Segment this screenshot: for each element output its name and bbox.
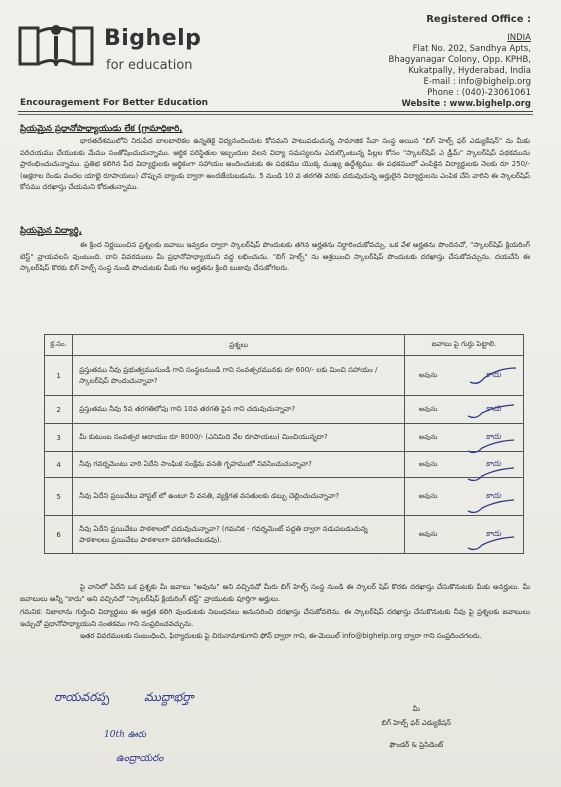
table-row [45, 424, 524, 452]
row-question: నీవు ఏదేని ప్రయివేటు పాఠశాలలో చదువుచున్నావా? (గమనిక - గవర్నమెంట్ పద్దతి ద్వారా నడుపబడుచున్న పాఠశాలలు ప్రయివేటు పాఠశాలగా పరిగణించబడవు). [73, 516, 405, 554]
handwritten-name: రాయవరప్ప [54, 690, 110, 704]
header-divider [18, 111, 533, 112]
handwritten-signature [54, 690, 254, 770]
row-question: ప్రస్తుతము నీవు ప్రభుత్వమునుండి గాని సంస్థలనుండి గాని సంవత్సరమునకు రూ 600/- లకు మించి సహాయం / స్కాలర్‌షిప్ పొందుచున్నావా? [73, 356, 405, 396]
checkmark-icon [466, 536, 516, 554]
salutation-headmaster: ప్రియమైన ప్రధానోపాధ్యాయుడు లేక (గ్రామాధికారి, [20, 124, 183, 134]
sign-role: ఫౌండర్ & ప్రెసిడెంట్ [389, 741, 444, 749]
table-row [45, 356, 524, 396]
answer-yes[interactable]: అవును [418, 370, 438, 379]
answer-yes[interactable]: అవును [418, 404, 438, 413]
checkmark-icon [468, 366, 518, 388]
office-address-line: Kukatpally, Hyderabad, India [408, 66, 531, 76]
brand-subtitle: for education [106, 58, 193, 73]
remark-paragraph: గమనిక: నిజాలాను గుర్తించి విద్యార్థులు ఈ అర్హత కలిగి వుండుటకు నిబంధనలు అనుసరించి దరఖాస్తు చేసుకోవలెను. ఈ స్కాలర్‌షిప్ దరఖాస్తు చేసుకొనుటకు నీవు పై ప్రశ్నలకు జవాబులు ఇచ్చుచో ప్రధానోపాధ్యాయుని సంతకము గాని సంప్రదించవచ్చును. [20, 608, 530, 628]
answer-yes[interactable]: అవును [418, 459, 438, 468]
registered-office-block [331, 14, 531, 110]
sign-organization: బిగ్ హెల్ప్ ఫర్ ఎడ్యుకేషన్ [381, 719, 451, 727]
header-divider [18, 114, 533, 115]
answer-no[interactable]: కాదు [485, 404, 501, 413]
sign-greeting: మీ [412, 705, 420, 713]
col-header-number: క్ర.సం. [45, 335, 73, 356]
table-row [45, 516, 524, 554]
row-number: 1 [45, 356, 73, 396]
salutation-student: ప్రియమైన విద్యార్థి, [20, 226, 82, 236]
row-question: ప్రస్తుతము నీవు 5వ తరగతిలోపు గాని 10వ తరగతి పైన గాని చదువుచున్నావా? [73, 396, 405, 424]
sender-signature [382, 702, 451, 752]
col-header-questions: ప్రశ్నలు [73, 335, 405, 356]
office-phone: Phone : (040)-23061061 [427, 88, 531, 98]
tagline: Encouragement For Better Education [20, 98, 209, 108]
row-question: నీవు ఏదేని ప్రయివేటు హాస్టల్ లో ఉంటూ నీ వసతి, వ్యక్తిగత వసతులకు డబ్బు చెల్లించుచున్నావా? [73, 478, 405, 516]
office-website: Website : www.bighelp.org [401, 99, 531, 109]
answer-yes[interactable]: అవును [418, 529, 438, 538]
registered-office-title: Registered Office : [426, 14, 531, 25]
row-number: 6 [45, 516, 73, 554]
open-book-logo-icon [18, 20, 94, 72]
answer-yes[interactable]: అవును [418, 491, 438, 500]
answer-no[interactable]: కాదు [485, 432, 501, 441]
eligibility-note-paragraph: పై వానిలో ఏదేని ఒక ప్రశ్నకు మీ జవాబు "అవును" అని వచ్చినచో మీరు బిగ్ హెల్ప్ సంస్థ నుండి ఈ స్కాలర్ షిప్ కొరకు దరఖాస్తు చేసుకొనుటకు మీకు అనర్హులు. మీ జవాబులు అన్నీ "కాదు" అని వచ్చినచో "స్కాలర్‌షిప్ క్లియరింగ్ టెస్ట్" వ్రాయుటకు పూర్తిగా అర్హులు. [20, 583, 530, 603]
checkmark-icon [466, 499, 516, 517]
instructions-paragraph: ఈ క్రింద నిర్ణయించిన ప్రశ్నలకు జవాబు ఇవ్వడం ద్వారా స్కాలర్‌షిప్ పొందుటకు తగిన అర్హతను నిర్ధారించుకోవచ్చు. ఒక వేళ అర్హతను పొందినచో, "స్కాలర్‌షిప్ క్లియరింగ్ టెస్ట్" వ్రాయవలసి వుంటుంది. దాని వివరములు మీ ప్రధానోపాధ్యాయుని వద్ద లభించును. "బిగ్ హెల్ప్" ను ఆశ్రయించి స్కాలర్‌షిప్ పొందుటకు దరఖాస్తు చేసుకోవచ్చును. దయచేసి ఈ స్కాలర్‌షిప్ కొరకు బిగ్ హెల్ప్ సంస్థ నుండి పొందుటకు మీకు గల అర్హతను క్రింది బుజువు చేసుకోగలరు. [20, 241, 530, 272]
answer-no[interactable]: కాదు [485, 491, 501, 500]
row-question: నీవు గవర్నమెంటు వారి ఏదేని సాంఘిక సంక్షేమ వసతి గృహములో నివసించుచున్నావా? [73, 452, 405, 478]
checkmark-icon [466, 439, 516, 457]
handwritten-name: ముద్దాభర్తా [144, 690, 194, 704]
brand-name: Bighelp [104, 26, 202, 51]
row-number: 4 [45, 452, 73, 478]
office-address-line: Bhagyanagar Colony, Opp. KPHB, [388, 55, 531, 65]
answer-no[interactable]: కాదు [485, 370, 501, 379]
col-header-answer: జవాబు పై గుర్తు పెట్టాలి. [404, 335, 523, 356]
table-header-row [45, 335, 524, 356]
handwritten-date: 10th ఊరు [104, 730, 147, 740]
contact-paragraph: ఇతర వివరములకు సంబంధించి, ఫిర్యాదులకు పై చిరునామాకుగాని ఫోన్ ద్వారా గాని, ఈ-మెయిల్ info@bighelp.org ద్వారా గాని సంప్రదించగలరు. [80, 632, 482, 640]
answer-no[interactable]: కాదు [485, 459, 501, 468]
table-row [45, 396, 524, 424]
row-number: 2 [45, 396, 73, 424]
answer-yes[interactable]: అవును [418, 432, 438, 441]
row-question: మీ కుటుంబ సంవత్సర ఆదాయం రూ 8000/- (ఎనిమిది వేల రూపాయలు) మించియున్నదా? [73, 424, 405, 452]
office-country: INDIA [507, 33, 531, 43]
table-row [45, 452, 524, 478]
table-row [45, 478, 524, 516]
office-address-line: Flat No. 202, Sandhya Apts, [412, 44, 531, 54]
office-email: E-mail : info@bighelp.org [423, 77, 531, 87]
row-number: 5 [45, 478, 73, 516]
eligibility-table [44, 334, 524, 554]
handwritten-place: ఉంద్రాయరం [116, 753, 164, 764]
checkmark-icon [466, 404, 516, 422]
row-number: 3 [45, 424, 73, 452]
intro-paragraph: భారతదేశములోని నిరుపేద బాలబాలికల ఉన్నతికై విద్యనందించుట కోసమని పాటుపడుచున్న సామాజిక సేవా సంస్థ అయిన "బిగ్ హెల్ప్ ఫర్ ఎడ్యుకేషన్" ను మీకు పరిచయము చేయుటకు మేము సంతోషించుచున్నాము. ఆర్థిక పరిస్థితుల ఇబ్బందుల వలన విద్యా సమస్యలను ఎదుర్కొంటున్న పిల్లల కోసం "స్కాలర్‌షిప్ ఎ డ్రీమ్" స్కాలర్‌షిప్ పథకమును ప్రారంభించుచున్నాము. ప్రతిభ కలిగిన పేద విద్యార్థులకు ఆర్థికంగా సహాయం అందించుటకు ఈ పథకము యొక్క ముఖ్య ఉద్దేశ్యము. ఈ పథకములో ఎంపికైన విద్యార్థులకు నెలకు రూ 250/- (అక్షరాల రెండు వందల యాభై రూపాయలు) చొప్పున బ్యాంకు ద్వారా అందజేయబడును. 5 నుండి 10 వ తరగతి వరకు చదువుచున్న అర్హులైన విద్యార్థులను ఎంపిక చేసి వారిని ఈ స్కాలర్‌షిప్ కోసము దరఖాస్తు చేయమని కోరుతున్నాము. [20, 137, 530, 191]
checkmark-icon [466, 467, 516, 485]
answer-no[interactable]: కాదు [485, 529, 501, 538]
